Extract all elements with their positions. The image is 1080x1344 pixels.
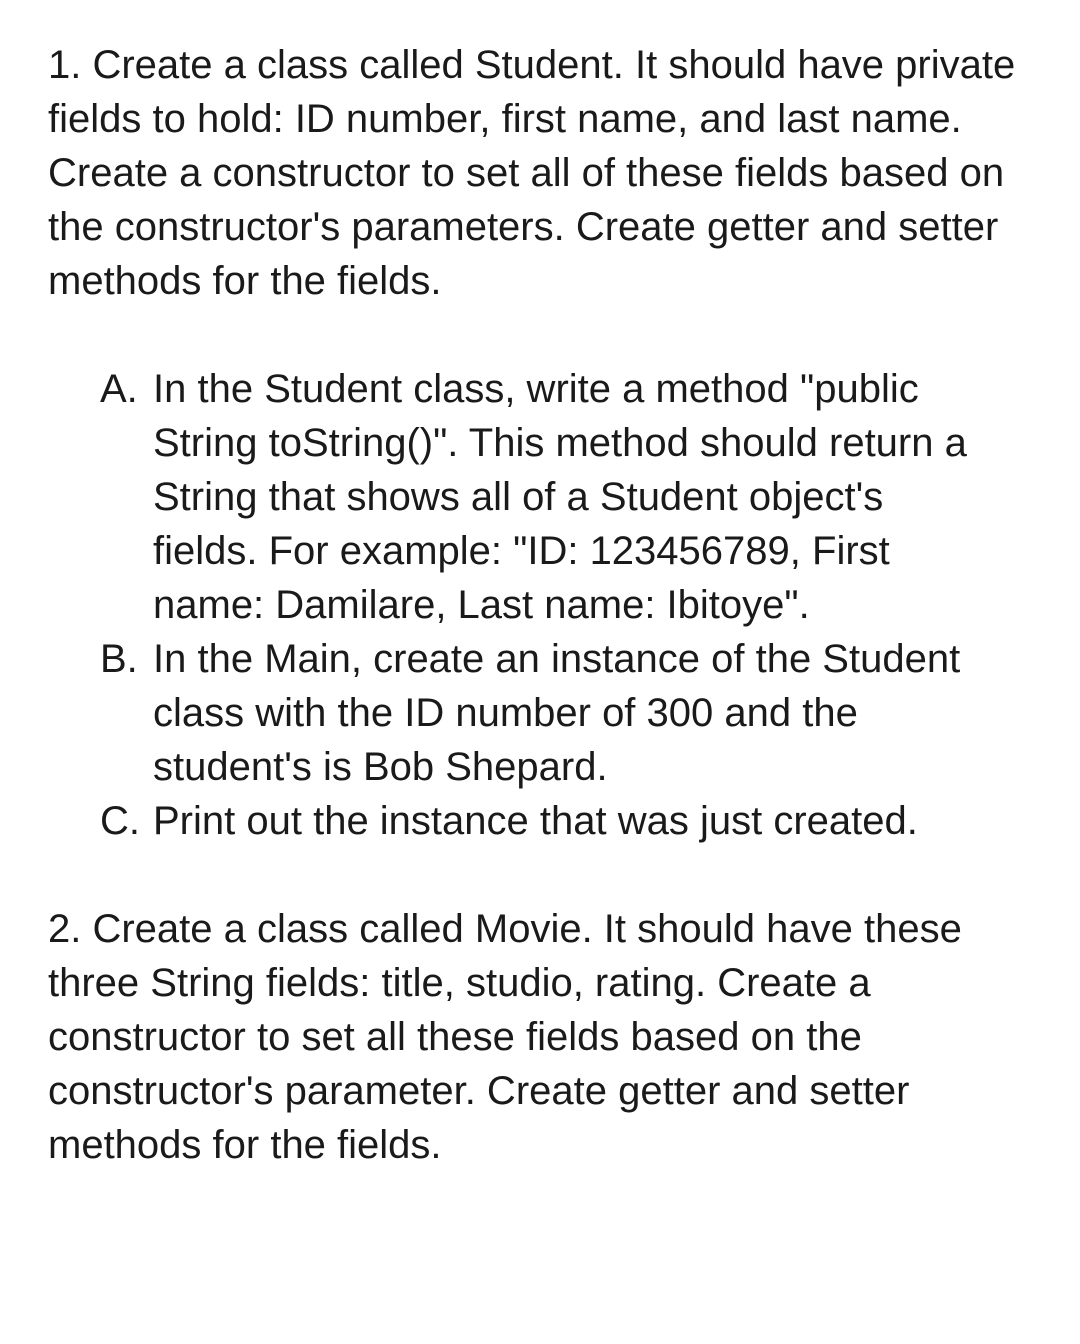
- subitem-b: [48, 632, 983, 794]
- subitem-c-letter: C.: [100, 799, 140, 843]
- document: [48, 38, 1048, 1172]
- question-1-text: 1. Create a class called Student. It should have private fields to hold: ID number, first name, and last name. Create a constructor to set all of these fields based on the constructor's parameters. Create getter and setter methods for the fields.: [48, 43, 1016, 303]
- question-2-text: 2. Create a class called Movie. It should have these three String fields: title, studio, rating. Create a constructor to set all these fields based on the constructor's parameter. Create getter and setter methods for the fields.: [48, 907, 962, 1167]
- subitem-a-text: In the Student class, write a method "public String toString()". This method should return a String that shows all of a Student object's fields. For example: "ID: 123456789, First name: Damilare, Last name: Ibitoye".: [153, 367, 967, 627]
- subitem-b-text: In the Main, create an instance of the Student class with the ID number of 300 and the student's is Bob Shepard.: [153, 637, 961, 789]
- subitem-c-text: Print out the instance that was just created.: [153, 799, 918, 843]
- question-1-subitems: [48, 362, 1028, 848]
- subitem-a: [48, 362, 983, 632]
- subitem-c: [48, 794, 983, 848]
- subitem-b-letter: B.: [100, 637, 138, 681]
- subitem-a-letter: A.: [100, 367, 138, 411]
